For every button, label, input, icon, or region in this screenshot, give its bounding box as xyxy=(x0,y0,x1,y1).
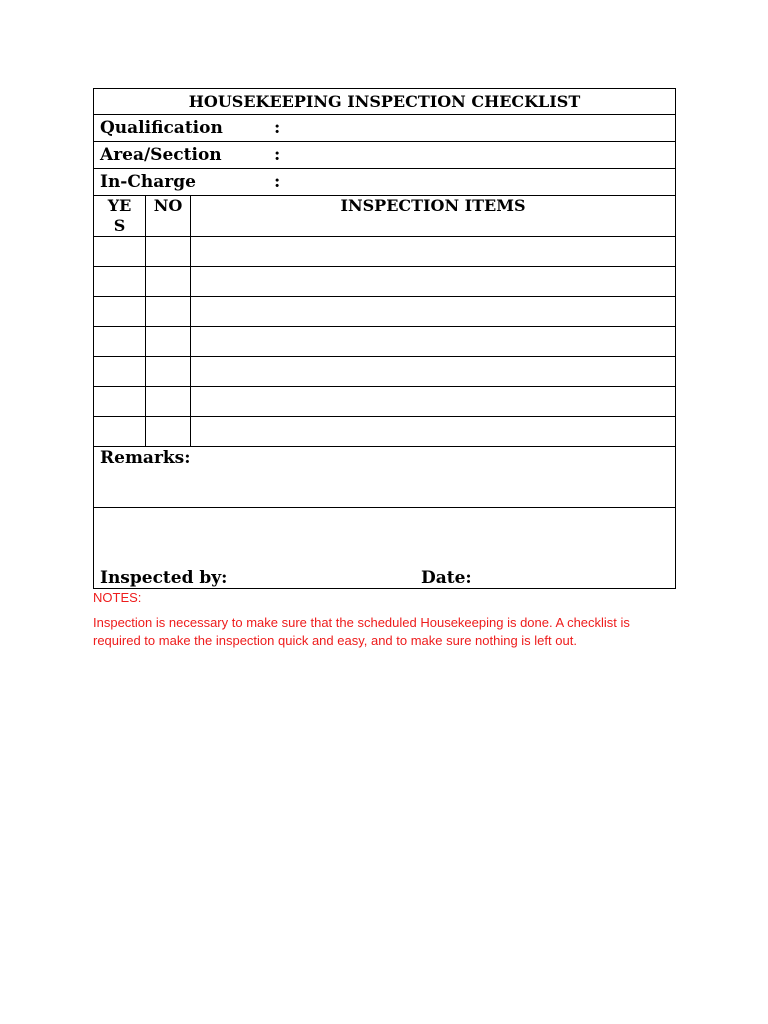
notes-body: Inspection is necessary to make sure that the scheduled Housekeeping is done. A checklist is required to make the inspection quick and easy, and to make sure nothing is left out. xyxy=(93,615,630,648)
yes-checkbox-cell[interactable] xyxy=(94,267,146,297)
inspection-items-column-header: INSPECTION ITEMS xyxy=(191,196,676,237)
inspection-item-cell[interactable] xyxy=(191,417,676,447)
inspection-item-cell[interactable] xyxy=(191,297,676,327)
checklist-row xyxy=(94,327,676,357)
no-column-header: NO xyxy=(146,196,191,237)
qualification-separator: : xyxy=(274,118,281,138)
no-checkbox-cell[interactable] xyxy=(146,327,191,357)
qualification-field[interactable] xyxy=(94,115,676,142)
inspection-checklist-form xyxy=(93,88,676,589)
remarks-field[interactable] xyxy=(94,447,676,508)
notes-heading: NOTES: xyxy=(93,590,142,605)
no-checkbox-cell[interactable] xyxy=(146,417,191,447)
area-section-label: Area/Section xyxy=(100,145,222,165)
inspection-item-cell[interactable] xyxy=(191,387,676,417)
in-charge-separator: : xyxy=(274,172,281,192)
remarks-label: Remarks: xyxy=(100,448,191,468)
yes-checkbox-cell[interactable] xyxy=(94,417,146,447)
inspection-item-cell[interactable] xyxy=(191,267,676,297)
inspection-item-cell[interactable] xyxy=(191,237,676,267)
yes-checkbox-cell[interactable] xyxy=(94,237,146,267)
no-checkbox-cell[interactable] xyxy=(146,357,191,387)
inspection-item-cell[interactable] xyxy=(191,357,676,387)
yes-column-label: YES xyxy=(107,196,132,235)
checklist-row xyxy=(94,297,676,327)
qualification-label: Qualification xyxy=(100,118,223,138)
checklist-row xyxy=(94,417,676,447)
yes-column-header xyxy=(94,196,146,237)
in-charge-field[interactable] xyxy=(94,169,676,196)
area-section-separator: : xyxy=(274,145,281,165)
yes-checkbox-cell[interactable] xyxy=(94,387,146,417)
date-label: Date: xyxy=(421,568,472,588)
yes-checkbox-cell[interactable] xyxy=(94,357,146,387)
inspection-item-cell[interactable] xyxy=(191,327,676,357)
yes-checkbox-cell[interactable] xyxy=(94,297,146,327)
checklist-row xyxy=(94,237,676,267)
yes-checkbox-cell[interactable] xyxy=(94,327,146,357)
inspected-by-label: Inspected by: xyxy=(100,568,228,588)
no-checkbox-cell[interactable] xyxy=(146,297,191,327)
no-checkbox-cell[interactable] xyxy=(146,237,191,267)
checklist-row xyxy=(94,267,676,297)
checklist-row xyxy=(94,387,676,417)
area-section-field[interactable] xyxy=(94,142,676,169)
no-checkbox-cell[interactable] xyxy=(146,387,191,417)
form-title: HOUSEKEEPING INSPECTION CHECKLIST xyxy=(94,89,676,115)
checklist-row xyxy=(94,357,676,387)
no-checkbox-cell[interactable] xyxy=(146,267,191,297)
signoff-section[interactable] xyxy=(94,508,676,589)
in-charge-label: In-Charge xyxy=(100,172,196,192)
